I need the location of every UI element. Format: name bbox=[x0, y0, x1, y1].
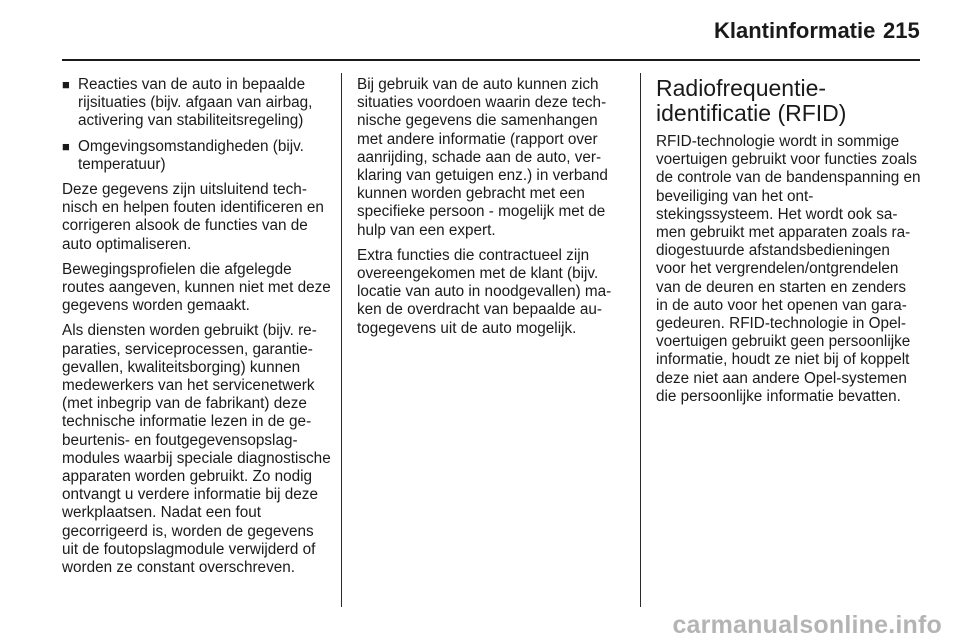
header-rule bbox=[62, 59, 920, 61]
column-3 bbox=[656, 76, 922, 413]
square-bullet-icon: ■ bbox=[62, 138, 70, 154]
bullet-item bbox=[62, 76, 333, 131]
bullet-text: Omgevingsomstandigheden (bijv. temperatuur) bbox=[78, 137, 304, 173]
column-2 bbox=[357, 76, 627, 345]
paragraph: Als diensten worden gebruikt (bijv. reparaties, serviceprocessen, garantiegevallen, kwaliteitsborging) kunnen medewerkers van het servicenetwerk (met inbegrip van de fabrikant) deze technische informatie lezen in de gebeurtenis- en foutgegevensopslagmodules waarbij speciale diagnostische apparaten worden gebruikt. Zo nodig ontvangt u verdere informatie bij deze werkplaatsen. Nadat een fout gecorrigeerd is, worden de gegevens uit de foutopslagmodule verwijderd of worden ze constant overschreven. bbox=[62, 322, 331, 577]
bullet-text: Reacties van de auto in bepaalde rijsituaties (bijv. afgaan van airbag, activering van stabiliteitsregeling) bbox=[78, 76, 313, 130]
bullet-item bbox=[62, 138, 333, 174]
paragraph: Extra functies die contractueel zijn overeengekomen met de klant (bijv. locatie van auto in noodgevallen) maken de overdracht van bepaalde autogegevens uit de auto mogelijk. bbox=[357, 246, 612, 337]
column-divider-2 bbox=[640, 73, 641, 607]
column-1 bbox=[62, 76, 333, 584]
paragraph: Deze gegevens zijn uitsluitend technisch en helpen fouten identificeren en corrigeren alsook de functies van de auto optimaliseren. bbox=[62, 181, 324, 253]
running-header-title: Klantinformatie bbox=[714, 18, 876, 43]
page-number: 215 bbox=[883, 18, 920, 43]
paragraph: RFID-technologie wordt in sommige voertuigen gebruikt voor functies zoals de controle van de bandenspanning en beveiliging van het ontstekingssysteem. Het wordt ook samen gebruikt met apparaten zoals radiogestuurde afstandsbedieningen voor het vergrendelen/ontgrendelen van de deuren en starten en zenders in de auto voor het openen van garagedeuren. RFID-technologie in Opel-voertuigen gebruikt geen persoonlijke informatie, houdt ze niet bij of koppelt deze niet aan andere Opel-systemen die persoonlijke informatie bevatten. bbox=[656, 133, 921, 405]
paragraph: Bewegingsprofielen die afgelegde routes aangeven, kunnen niet met deze gegevens worden gemaakt. bbox=[62, 260, 331, 315]
column-divider-1 bbox=[341, 73, 342, 607]
watermark: carmanualsonline.info bbox=[672, 611, 942, 639]
paragraph: Bij gebruik van de auto kunnen zich situaties voordoen waarin deze technische gegevens die samenhangen met andere informatie (rapport over aanrijding, schade aan de auto, verklaring van getuigen enz.) in verband kunnen worden gebracht met een specifieke persoon - mogelijk met de hulp van een expert. bbox=[357, 76, 608, 239]
section-heading: Radiofrequentieidentificatie (RFID) bbox=[656, 75, 847, 126]
square-bullet-icon: ■ bbox=[62, 77, 70, 92]
